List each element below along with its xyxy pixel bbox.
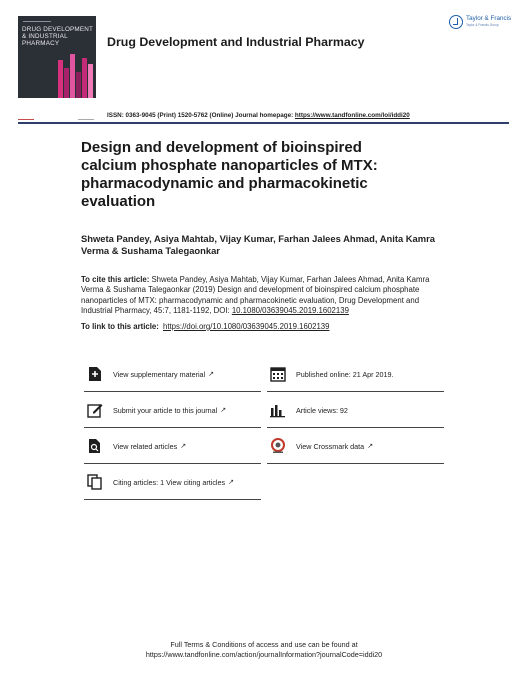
cover-stripe [76,72,81,98]
citing-icon [87,474,103,490]
published-label: Published online: 21 Apr 2019. [296,369,394,379]
publisher-subtitle: Taylor & Francis Group [466,23,499,27]
article-link [81,322,329,331]
journal-cover [18,16,96,98]
cover-title-line: DRUG DEVELOPMENT [22,26,94,33]
publisher-logo[interactable] [449,15,511,29]
cover-rule [23,21,51,22]
external-link-icon: ↗ [208,371,215,378]
journal-title[interactable]: Drug Development and Industrial Pharmacy [107,35,365,49]
cite-text: Shweta Pandey, Asiya Mahtab, Vijay Kumar, Farhan Jalees Ahmad, Anita Kamra Verma & Sushama Talegaonkar (2019) Design and development of bioinspired calcium phosphate nanoparticles of MTX: pharmacodynamic and pharmacokinetic evaluation, Drug Development and Industrial Pharmacy, 45:7, 1181-1192, DOI: [81,275,430,315]
footer [0,640,528,660]
supplementary-material-link[interactable] [84,357,261,392]
doi-link[interactable]: 10.1080/03639045.2019.1602139 [231,305,349,315]
cover-title [22,26,94,48]
citing-label: Citing articles: 1 View citing articles [113,477,226,487]
journal-homepage-link[interactable]: https://www.tandfonline.com/loi/iddi20 [294,112,410,119]
published-online [267,357,444,392]
article-title: Design and development of bioinspired calcium phosphate nanoparticles of MTX: pharmacodynamic and pharmacokinetic evaluation [81,139,378,210]
header-divider [18,122,509,124]
cover-stripe [82,58,87,98]
footer-terms: Full Terms & Conditions of access and use can be found at [170,640,358,649]
views-label: Article views: 92 [296,405,348,415]
cover-stripe [70,54,75,98]
submit-label: Submit your article to this journal [113,405,218,415]
supplementary-icon [87,366,103,382]
header-accent-grey [78,119,94,120]
tf-logo-icon [449,15,463,29]
related-icon [87,438,103,454]
issn-text: ISSN: 0363-9045 (Print) 1520-5762 (Online) Journal homepage: [107,112,295,119]
bar-chart-icon [270,402,286,418]
external-link-icon: ↗ [367,443,374,450]
related-articles-link[interactable] [84,429,261,464]
header-accent-red [18,119,34,120]
citation-block [81,275,441,316]
submit-article-link[interactable] [84,393,261,428]
crossmark-label: View Crossmark data [296,441,365,451]
link-label: To link to this article: [81,322,161,331]
cover-title-line: & INDUSTRIAL [22,33,68,41]
article-views [267,393,444,428]
cover-stripe [64,68,69,98]
issn-line [107,112,410,119]
citing-articles-link[interactable] [84,465,261,500]
external-link-icon: ↗ [180,443,187,450]
external-link-icon: ↗ [228,479,234,486]
cover-title-line: PHARMACY [22,40,60,48]
article-url[interactable]: https://doi.org/10.1080/03639045.2019.1602139 [163,322,330,331]
article-authors: Shweta Pandey, Asiya Mahtab, Vijay Kumar, Farhan Jalees Ahmad, Anita Kamra Verma & Sushama Talegaonkar [81,233,435,256]
publisher-name-text: Taylor & Francis [466,15,512,22]
footer-url[interactable]: https://www.tandfonline.com/action/journalInformation?journalCode=iddi20 [145,650,383,659]
cover-stripe [58,60,63,98]
calendar-icon [270,366,286,382]
crossmark-link[interactable] [267,429,444,464]
supplementary-label: View supplementary material [113,369,206,379]
related-label: View related articles [113,441,178,451]
publisher-name [466,15,511,29]
crossmark-icon [270,438,286,454]
edit-icon [87,402,103,418]
cite-label: To cite this article: [81,275,152,284]
cover-stripe [88,64,93,98]
external-link-icon: ↗ [220,407,227,414]
